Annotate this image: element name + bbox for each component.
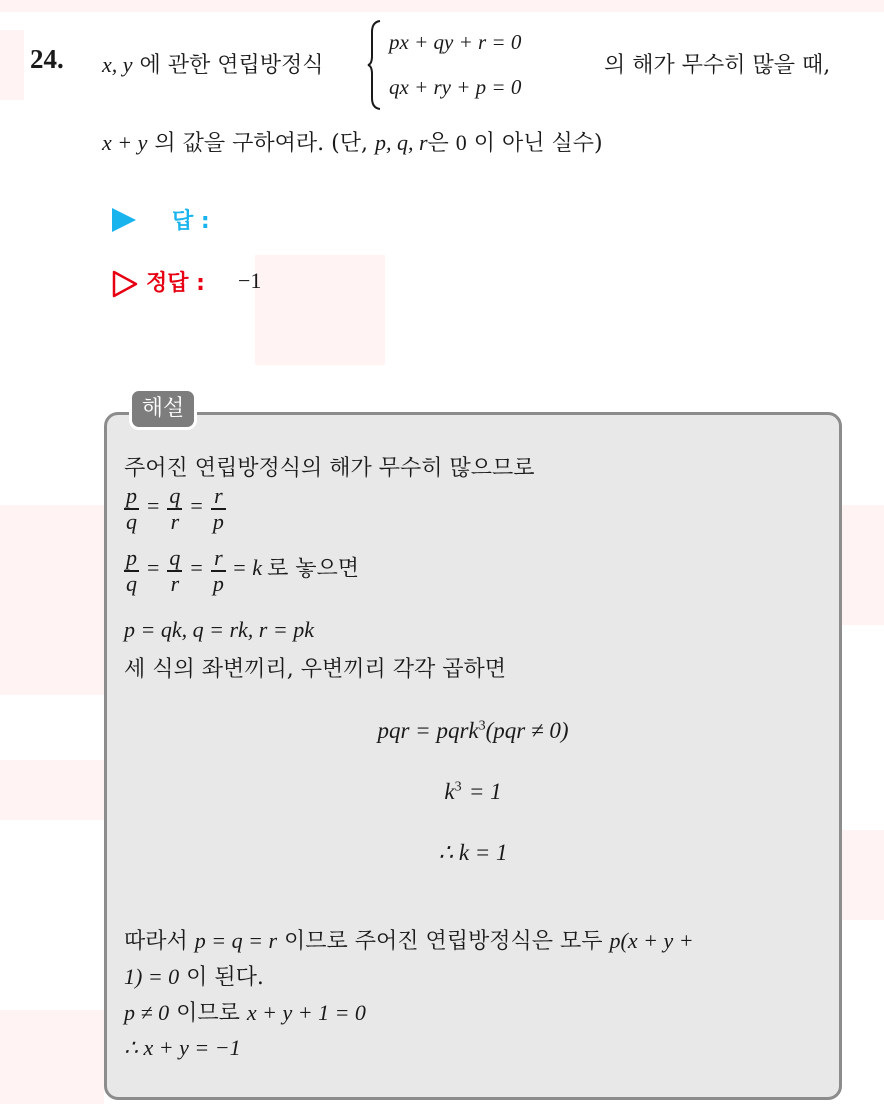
solution-line-5: 세 식의 좌변끼리, 우변끼리 각각 곱하면 [124,657,506,682]
fraction-p-over-q: $\frac{p}{q}$ [126,483,137,534]
question-condition: 의 해가 무수히 많을 때, [604,53,831,78]
correct-answer-value: −1 [238,268,262,293]
question-note-vars: p, q, r [374,130,428,155]
equation-k-equals-1: ∴ k = 1 [438,840,508,865]
question-expr: x + y [102,130,148,155]
fraction-equality: $\frac{p}{q}$ = $\frac{q}{r}$ = $\frac{r}{p}$ [126,483,224,534]
fraction-q-over-r: $\frac{q}{r}$ [169,483,181,534]
equation-k-cubed: $k^3 = 1$ [444,779,502,804]
system-equation-1: px + qy + r = 0 [389,30,522,54]
answer-label: 답 : [172,209,210,234]
fraction-r-over-p: $\frac{r}{p}$ [212,483,224,534]
outline-triangle-icon [112,270,138,298]
play-triangle-icon [112,208,136,232]
question-note-zero: 0 [455,130,467,155]
equals-k: = k [231,555,262,581]
question-intro-text: 에 관한 연립방정식 [139,53,324,78]
solution-line-4: p = qk, q = rk, r = pk [124,617,314,642]
fraction-equality-k: $\frac{p}{q}$ = $\frac{q}{r}$ = $\frac{r}{p}$ = k 로 놓으면 [126,545,360,596]
solution-line-7: 1) = 0 이 된다. [124,964,264,990]
solution-conclusion: ∴ x + y = −1 [124,1035,241,1060]
fraction-q-over-r: $\frac{q}{r}$ [169,545,181,596]
question-ask: 의 값을 구하여라. [154,131,325,156]
fraction-p-over-q: $\frac{p}{q}$ [126,545,137,596]
question-note-tail: 이 아닌 실수) [473,131,603,156]
fraction-r-over-p: $\frac{r}{p}$ [212,545,224,596]
question-vars: x, y [102,52,133,77]
system-brace [367,20,381,110]
question-number: 24. [30,44,64,74]
solution-line-6: 따라서 p = q = r 이므로 주어진 연립방정식은 모두 p(x + y + [124,928,694,954]
solution-line-1: 주어진 연립방정식의 해가 무수히 많으므로 [124,456,535,481]
correct-answer-label: 정답 : [146,271,205,296]
question-note-open: (단, [331,131,368,156]
equation-pqr: pqr = pqrk$^3$(pqr ≠ 0) [377,718,569,743]
system-equation-2: qx + ry + p = 0 [389,75,522,99]
question-line-2 [102,126,603,157]
let-text: 로 놓으면 [267,556,360,582]
question-intro [102,48,324,79]
question-note-mid: 은 [427,131,449,156]
solution-line-8: p ≠ 0 이므로 x + y + 1 = 0 [124,1000,366,1026]
solution-tab: 해설 [129,388,197,430]
